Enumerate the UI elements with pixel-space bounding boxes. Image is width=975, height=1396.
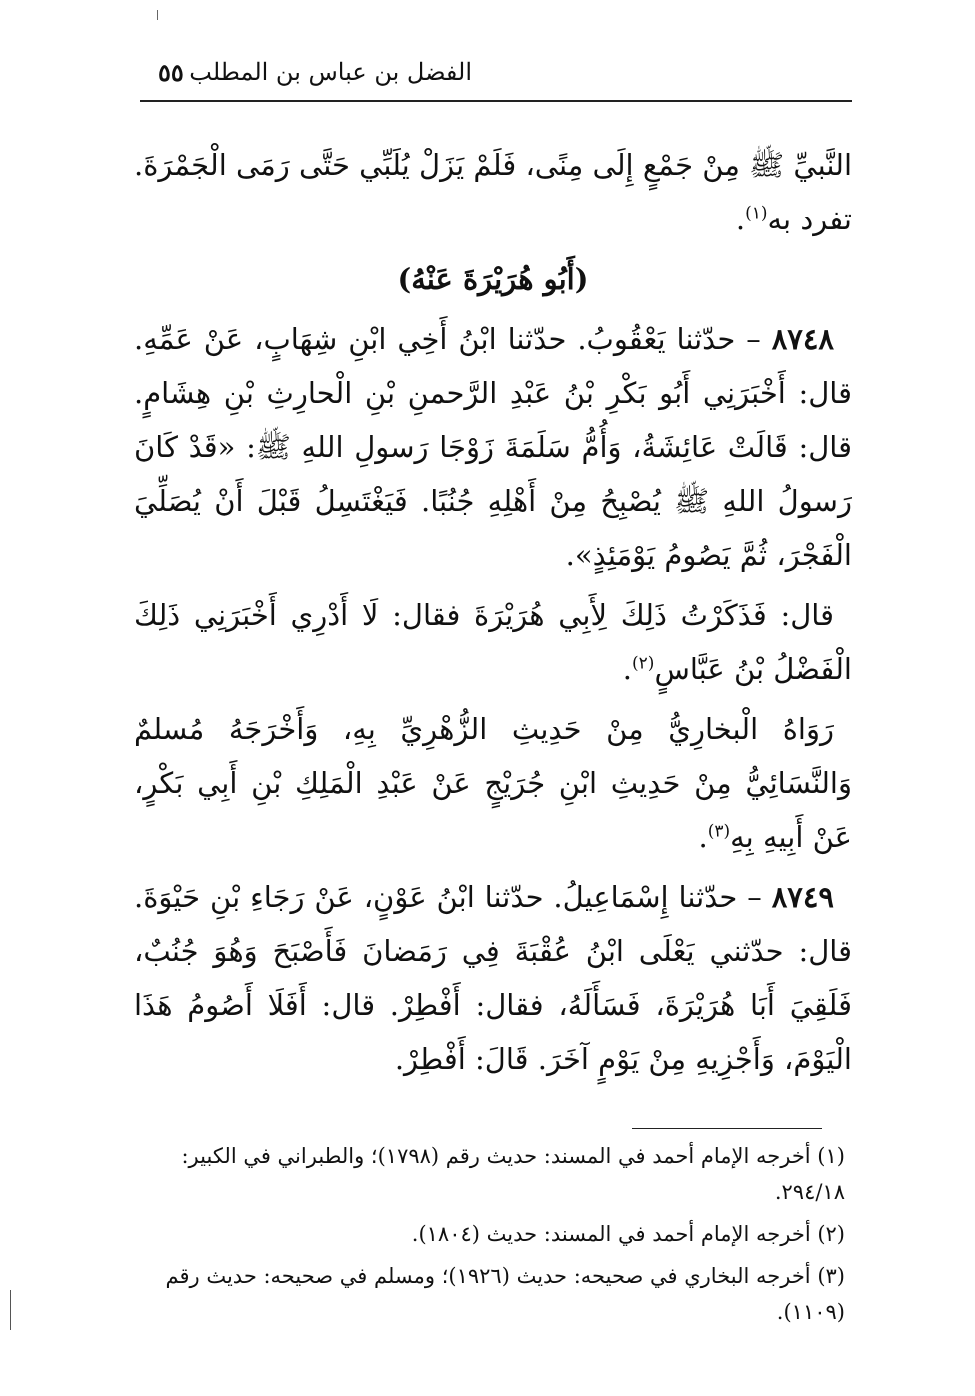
narrator-note: قال: فَذَكَرْتُ ذَلِكَ لِأَبِي هُرَيْرَةَ فقال: لَا أَدْرِي أَخْبَرَنِي ذَلِكَ الْفَضْلُ بْنُ عَبَّاسٍ$^{(٢)}$.: [134, 598, 852, 686]
paragraph-continuation: النَّبيِّ ﷺ مِنْ جَمْعٍ إِلَى مِنًى، فَلَمْ يَزَلْ يُلَبِّي حَتَّى رَمَى الْجَمْرَةَ. تفرد به$^{(١)}$.: [134, 148, 852, 236]
hadith-text: – حدّثنا يَعْقُوبُ. حدّثنا ابْنُ أَخِي ابْنِ شِهَابٍ، عَنْ عَمِّهِ. قال: أَخْبَرَنِي أَبُو بَكْرِ بْنُ عَبْدِ الرَّحمنِ بْنِ الْحارِثِ بْنِ هِشَامٍ. قال: قَالَتْ عَائِشَةُ، وَأُمُّ سَلَمَةَ زَوْجَا رَسولِ اللهِ ﷺ: «قَدْ كَانَ رَسولُ اللهِ ﷺ يُصْبِحُ مِنْ أَهْلِهِ جُنُبًا. فَيَغْتَسِلُ قَبْلَ أَنْ يُصَلِّيَ الْفَجْرَ، ثُمَّ يَصُومُ يَوْمَئِذٍ».: [134, 322, 852, 572]
hadith-number: ٨٧٤٩: [771, 880, 835, 914]
scan-mark: [157, 10, 158, 20]
takhrij-paragraph: رَوَاهُ الْبخارِيُّ مِنْ حَدِيثِ الزُّهْرِيِّ بِهِ، وَأَخْرَجَهُ مُسلمٌ وَالنَّسَائِيُّ مِنْ حَدِيثِ ابْنِ جُرَيْجٍ عَنْ عَبْدِ الْمَلِكِ بْنِ أَبِي بَكْرٍ، عَنْ أَبِيهِ بِهِ$^{(٣)}$.: [134, 712, 852, 854]
footnote-ref-2: (٢): [632, 653, 655, 674]
footnotes: [130, 1138, 845, 1336]
footnote-divider: [632, 1128, 822, 1129]
hadith-8748: [134, 312, 852, 582]
page-number: ٥٥: [158, 58, 184, 87]
footnote-ref-3: (٣): [707, 821, 731, 842]
hadith-number: ٨٧٤٨: [771, 322, 834, 356]
hadith-text: – حدّثنا إِسْمَاعِيلُ. حدّثنا ابْنُ عَوْنٍ، عَنْ رَجَاءِ بْنِ حَيْوَةَ. قال: حدّثني يَعْلَى ابْنُ عُقْبَةَ فِي رَمَضانَ فَأَصْبَحَ وَهُوَ جُنُبٌ، فَلَقِيَ أَبَا هُرَيْرَةَ، فَسَأَلَهُ، فقال: أَفْطِرْ. قال: أَفَلَا أَصُومُ هَذَا الْيَوْمَ، وَأَجْزِيهِ مِنْ يَوْمٍ آخَرَ. قَالَ: أَفْطِرْ.: [134, 880, 852, 1076]
running-header: [140, 52, 852, 102]
main-text: [134, 138, 852, 1086]
scan-edge-mark: [10, 1290, 11, 1330]
footnote-ref-1: (١): [745, 203, 768, 224]
footnote-2: (٢) أخرجه الإمام أحمد في المسند: حديث (١٨٠٤).: [411, 1222, 845, 1246]
section-heading: (أَبُو هُرَيْرَةَ عَنْهُ): [397, 262, 589, 296]
footnote-3: (٣) أخرجه البخاري في صحيحه: حديث (١٩٢٦)؛ ومسلم في صحيحه: حديث رقم (١١٠٩).: [165, 1264, 845, 1324]
running-title: الفضل بن عباس بن المطلب: [189, 58, 472, 86]
footnote-1: (١) أخرجه الإمام أحمد في المسند: حديث رقم (١٧٩٨)؛ والطبراني في الكبير: ٢٩٤/١٨.: [181, 1144, 845, 1204]
hadith-8749: [134, 870, 852, 1086]
